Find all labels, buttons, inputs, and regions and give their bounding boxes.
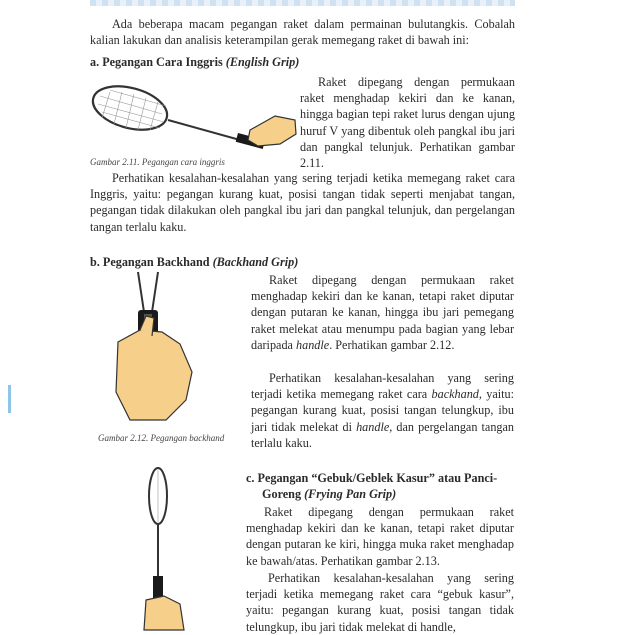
- racket-head: [88, 79, 172, 137]
- hand: [116, 330, 192, 420]
- section-b-body-text: Raket dipegang dengan permukaan raket menghadap kekiri dan ke kanan, tetapi raket diputar dengan putaran ke kanan, hingga ibu jari pemegang raket melekat atau menumpu pada bagian yang lebar daripada: [251, 273, 514, 352]
- section-b-heading-italic: (Backhand Grip): [212, 255, 299, 269]
- section-c-heading-italic: (Frying Pan Grip): [304, 487, 397, 502]
- backhand-grip-illustration: [110, 272, 200, 422]
- section-b-heading: [90, 254, 298, 270]
- section-c-heading: [246, 470, 516, 502]
- frying-pan-grip-illustration: [140, 468, 190, 630]
- section-b-errors-text-3: , dan pergelangan tangan terlalu kaku.: [251, 419, 515, 450]
- section-a-errors: Perhatikan kesalahan-kesalahan yang sering terjadi ketika memegang raket cara Inggris, yaitu: pegangan kurang kuat, posisi tangan tidak seperti menjabat tangan, pegangan tidak dilakukan oleh pangkal ibu jari dan pangkal telunjuk, dan pergelangan tangan terlalu kaku.: [90, 171, 515, 234]
- section-b-body-italic: handle: [296, 337, 330, 352]
- section-b-errors-italic-1: backhand: [431, 387, 479, 402]
- section-a-heading-text: a. Pegangan Cara Inggris: [90, 55, 223, 69]
- section-c-heading-line1: c. Pegangan “Gebuk/Geblek Kasur” atau Panci-: [246, 471, 498, 485]
- racket-shaft: [168, 120, 240, 140]
- section-c-body: Raket dipegang dengan permukaan raket menghadap kekiri dan ke kanan, tetapi raket diputar dengan putaran ke kiri, hingga muka raket menghadap ke bawah/atas. Perhatikan gambar 2.13.: [246, 505, 514, 568]
- hand: [144, 596, 184, 630]
- english-grip-illustration: [90, 78, 300, 150]
- section-b-errors-italic-2: handle: [356, 419, 390, 434]
- section-b-errors: [251, 370, 514, 451]
- caption-figure-2-11: Gambar 2.11. Pegangan cara inggris: [90, 157, 225, 167]
- top-decorative-rule: [90, 0, 515, 6]
- caption-figure-2-12: Gambar 2.12. Pegangan backhand: [98, 433, 225, 443]
- section-c-errors: Perhatikan kesalahan-kesalahan yang sering terjadi ketika memegang raket cara “gebuk kasur”, yaitu: pegangan kurang kuat, posisi tangan tidak telungkup, ibu jari tidak melekat di handle,: [246, 571, 514, 634]
- section-b-body: [251, 272, 514, 353]
- racket-throat: [138, 272, 158, 312]
- margin-marker: [8, 385, 11, 413]
- section-b-errors-text-2: , yaitu: pegangan kurang kuat, posisi tangan telungkup, ibu jari tidak melekat di: [251, 387, 514, 434]
- section-b-heading-text: b. Pegangan Backhand: [90, 255, 210, 269]
- section-b-body-end: . Perhatikan gambar 2.12.: [329, 337, 455, 352]
- section-a-heading: [90, 54, 299, 70]
- intro-paragraph: Ada beberapa macam pegangan raket dalam permainan bulutangkis. Cobalah kalian lakukan dan analisis keterampilan gerak memegang raket di bawah ini:: [90, 17, 515, 48]
- section-b-errors-text-1: Perhatikan kesalahan-kesalahan yang sering terjadi ketika memegang raket cara: [251, 371, 514, 402]
- section-c-heading-line2: Goreng: [262, 487, 302, 502]
- section-a-heading-italic: (English Grip): [225, 55, 300, 69]
- hand: [248, 116, 296, 146]
- section-a-body: Raket dipegang dengan permukaan raket menghadap kekiri dan ke kanan, hingga bagian tepi raket lurus dengan ujung huruf V yang dibentuk oleh pangkal ibu jari dan pangkal telunjuk. Perhatikan gambar 2.11.: [300, 75, 515, 171]
